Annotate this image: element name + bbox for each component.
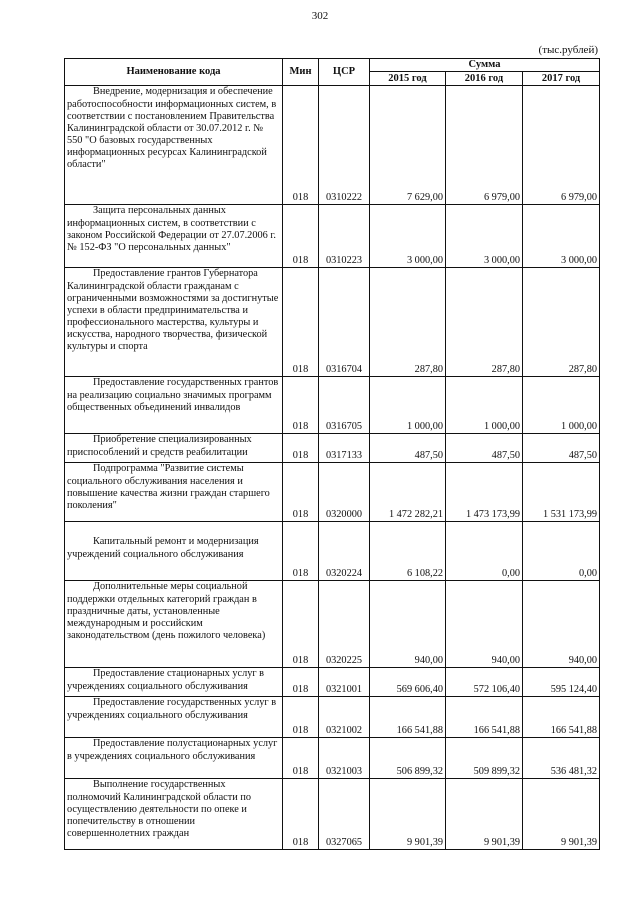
row-min: 018 — [283, 581, 319, 668]
row-sum-2017: 595 124,40 — [523, 668, 600, 697]
row-sum-2017: 287,80 — [523, 268, 600, 377]
row-csr: 0316704 — [319, 268, 370, 377]
row-name: Защита персональных данных информационных систем, в соответствии с законом Российской Федерации от 27.07.2006 г. № 152-ФЗ "О персональных данных" — [65, 205, 283, 268]
row-name: Предоставление грантов Губернатора Калининградской области гражданам с ограниченными возможностями за достигнутые успехи в области предпринимательства и профессионального мастерства, культуры и искусства, народного творчества, физической культуры и спорта — [65, 268, 283, 377]
row-csr: 0317133 — [319, 434, 370, 463]
row-sum-2017: 487,50 — [523, 434, 600, 463]
row-sum-2017: 3 000,00 — [523, 205, 600, 268]
row-csr: 0320224 — [319, 522, 370, 581]
row-csr: 0316705 — [319, 377, 370, 434]
row-name: Предоставление государственных услуг в учреждениях социального обслуживания — [65, 697, 283, 738]
table-row — [65, 205, 600, 268]
header-year-2016: 2016 год — [446, 72, 523, 86]
table-row — [65, 581, 600, 668]
row-name: Внедрение, модернизация и обеспечение работоспособности информационных систем, в соответствии с постановлением Правительства Калининградской области от 30.07.2012 г. № 550 "О базовых государственных информационных ресурсах Калининградской области" — [65, 86, 283, 205]
row-sum-2017: 1 000,00 — [523, 377, 600, 434]
row-min: 018 — [283, 434, 319, 463]
header-name: Наименование кода — [65, 59, 283, 86]
page-number: 302 — [311, 10, 329, 22]
row-name: Приобретение специализированных приспособлений и средств реабилитации — [65, 434, 283, 463]
table-row — [65, 779, 600, 850]
table-row — [65, 377, 600, 434]
header-csr: ЦСР — [319, 59, 370, 86]
row-sum-2016: 487,50 — [446, 434, 523, 463]
row-min: 018 — [283, 738, 319, 779]
row-sum-2015: 1 472 282,21 — [370, 463, 446, 522]
row-min: 018 — [283, 697, 319, 738]
row-csr: 0320225 — [319, 581, 370, 668]
row-sum-2016: 9 901,39 — [446, 779, 523, 850]
table-row — [65, 463, 600, 522]
row-name: Выполнение государственных полномочий Калининградской области по осуществлению деятельности по опеке и попечительству в отношении совершеннолетних граждан — [65, 779, 283, 850]
row-name: Предоставление государственных грантов на реализацию социально значимых программ общественных объединений инвалидов — [65, 377, 283, 434]
row-sum-2015: 166 541,88 — [370, 697, 446, 738]
row-name: Предоставление полустационарных услуг в учреждениях социального обслуживания — [65, 738, 283, 779]
row-csr: 0321003 — [319, 738, 370, 779]
row-min: 018 — [283, 522, 319, 581]
row-sum-2015: 487,50 — [370, 434, 446, 463]
row-min: 018 — [283, 463, 319, 522]
table-row — [65, 668, 600, 697]
row-sum-2015: 6 108,22 — [370, 522, 446, 581]
row-sum-2016: 1 000,00 — [446, 377, 523, 434]
row-sum-2015: 506 899,32 — [370, 738, 446, 779]
budget-table — [64, 58, 600, 850]
row-min: 018 — [283, 668, 319, 697]
header-year-2015: 2015 год — [370, 72, 446, 86]
row-sum-2015: 9 901,39 — [370, 779, 446, 850]
row-sum-2016: 1 473 173,99 — [446, 463, 523, 522]
table-row — [65, 268, 600, 377]
row-min: 018 — [283, 779, 319, 850]
row-sum-2017: 536 481,32 — [523, 738, 600, 779]
table-row — [65, 434, 600, 463]
table-row — [65, 738, 600, 779]
row-csr: 0321001 — [319, 668, 370, 697]
table-row — [65, 697, 600, 738]
row-min: 018 — [283, 86, 319, 205]
row-min: 018 — [283, 205, 319, 268]
header-min: Мин — [283, 59, 319, 86]
header-sum: Сумма — [370, 59, 600, 72]
row-name: Предоставление стационарных услуг в учреждениях социального обслуживания — [65, 668, 283, 697]
row-sum-2017: 6 979,00 — [523, 86, 600, 205]
row-sum-2017: 1 531 173,99 — [523, 463, 600, 522]
row-csr: 0327065 — [319, 779, 370, 850]
row-csr: 0321002 — [319, 697, 370, 738]
units-label: (тыс.рублей) — [538, 44, 598, 56]
row-sum-2017: 0,00 — [523, 522, 600, 581]
row-sum-2016: 287,80 — [446, 268, 523, 377]
header-year-2017: 2017 год — [523, 72, 600, 86]
row-sum-2017: 9 901,39 — [523, 779, 600, 850]
row-sum-2016: 6 979,00 — [446, 86, 523, 205]
row-sum-2017: 166 541,88 — [523, 697, 600, 738]
row-sum-2015: 3 000,00 — [370, 205, 446, 268]
row-sum-2016: 509 899,32 — [446, 738, 523, 779]
row-sum-2017: 940,00 — [523, 581, 600, 668]
row-min: 018 — [283, 268, 319, 377]
row-sum-2015: 287,80 — [370, 268, 446, 377]
row-name: Капитальный ремонт и модернизация учреждений социального обслуживания — [65, 522, 283, 581]
row-name: Подпрограмма "Развитие системы социального обслуживания населения и повышение качества жизни граждан старшего поколения" — [65, 463, 283, 522]
row-min: 018 — [283, 377, 319, 434]
row-sum-2016: 940,00 — [446, 581, 523, 668]
row-name: Дополнительные меры социальной поддержки отдельных категорий граждан в праздничные даты, установленные международным и российским законодательством (день пожилого человека) — [65, 581, 283, 668]
table-row — [65, 86, 600, 205]
row-sum-2016: 166 541,88 — [446, 697, 523, 738]
row-sum-2016: 0,00 — [446, 522, 523, 581]
row-sum-2015: 1 000,00 — [370, 377, 446, 434]
row-sum-2015: 569 606,40 — [370, 668, 446, 697]
row-sum-2015: 940,00 — [370, 581, 446, 668]
row-sum-2016: 572 106,40 — [446, 668, 523, 697]
row-csr: 0310222 — [319, 86, 370, 205]
row-csr: 0310223 — [319, 205, 370, 268]
row-csr: 0320000 — [319, 463, 370, 522]
table-row — [65, 522, 600, 581]
row-sum-2015: 7 629,00 — [370, 86, 446, 205]
row-sum-2016: 3 000,00 — [446, 205, 523, 268]
